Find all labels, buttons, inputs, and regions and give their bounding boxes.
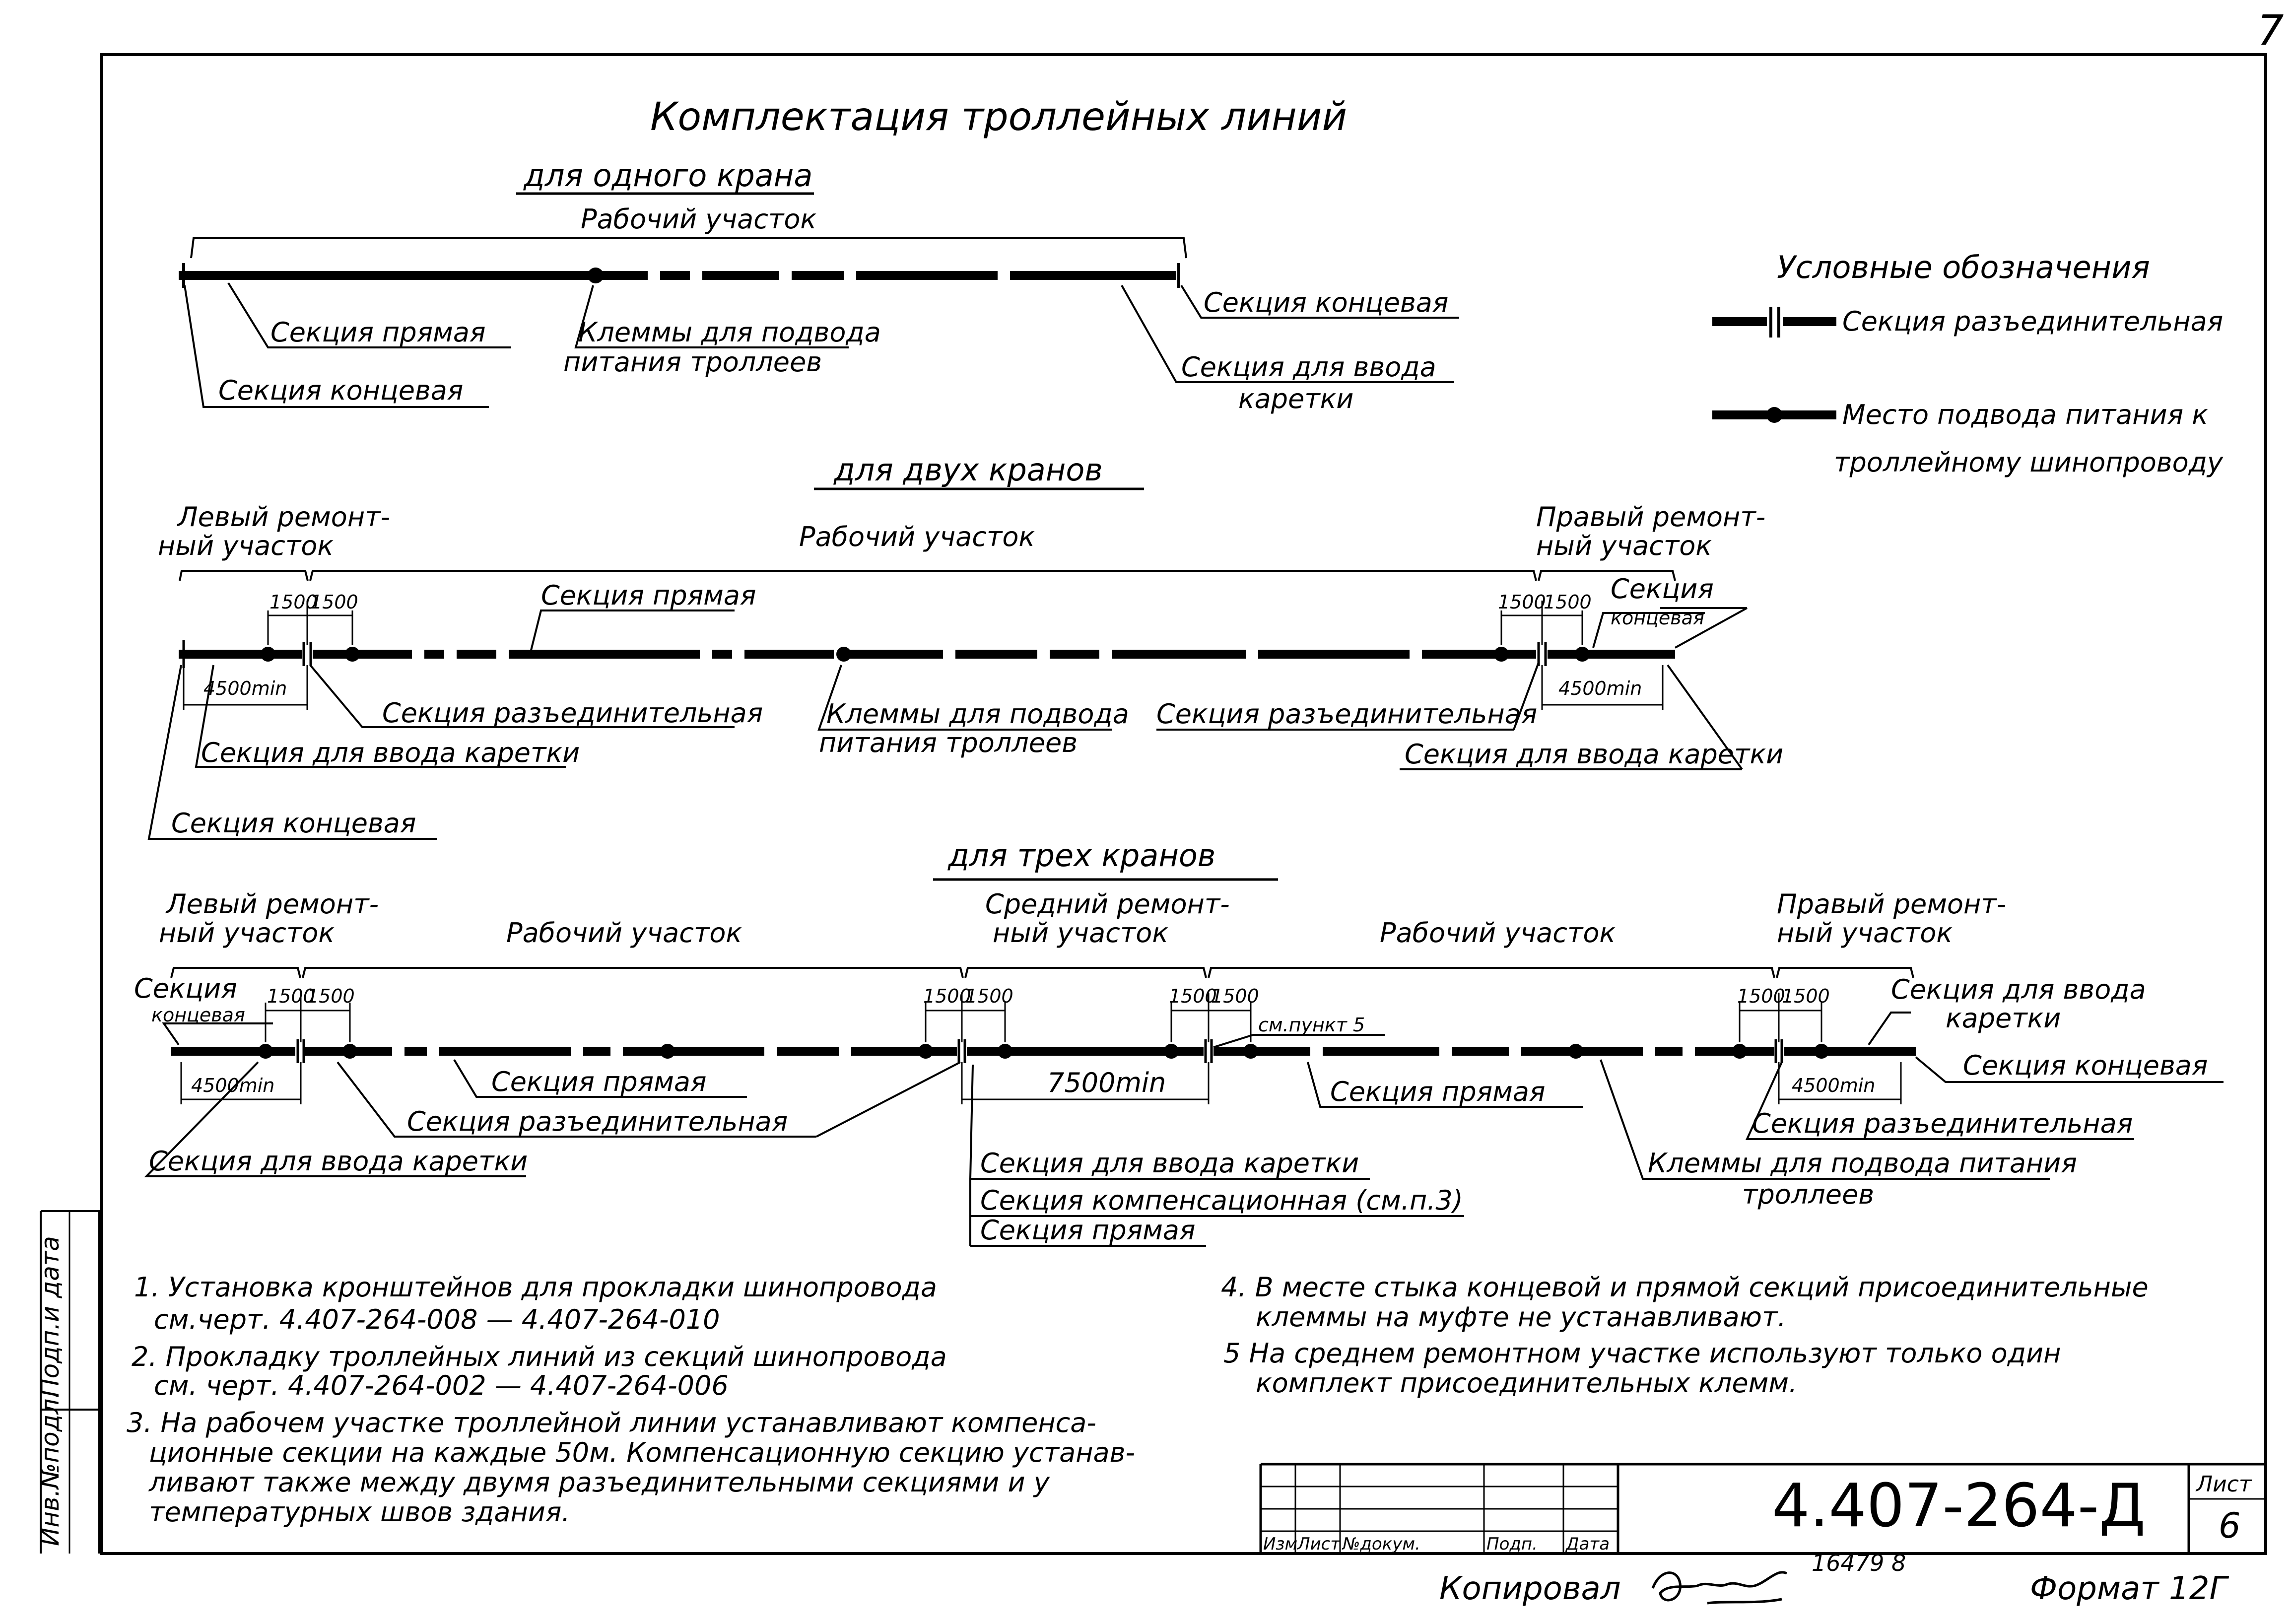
section2-carriage-left: Секция для ввода каретки [201, 737, 580, 768]
section2-right-repair-1: Правый ремонт- [1536, 501, 1766, 533]
note-3-line-1: 3. На рабочем участке троллейной линии устанавливают компенса- [127, 1407, 1096, 1438]
section3-dim-1500-f: 1500 [1211, 985, 1259, 1007]
section1-heading: для одного крана [524, 157, 813, 194]
note-4-line-2: клеммы на муфте не устанавливают. [1256, 1301, 1786, 1333]
section1-clamps-2: питания троллеев [563, 346, 822, 378]
section3-dim-min-right: 4500min [1792, 1075, 1876, 1096]
section2-right-repair-2: ный участок [1536, 530, 1712, 561]
section3-work-zone-left: Рабочий участок [506, 917, 742, 948]
section2-end-right-1: Секция [1611, 573, 1714, 605]
section3-dim-1500-a: 1500 [267, 985, 315, 1007]
section3-left-repair-1: Левый ремонт- [166, 888, 379, 920]
section3-dim-1500-b: 1500 [307, 985, 355, 1007]
section2-end-right-2: концевая [1611, 607, 1704, 629]
section2-carriage-right: Секция для ввода каретки [1405, 739, 1784, 770]
section3-dim-1500-c: 1500 [923, 985, 971, 1007]
section3-dim-middle: 7500min [1047, 1067, 1166, 1098]
section3-right-repair-1: Правый ремонт- [1777, 888, 2007, 920]
section2-dim-1500-a: 1500 [270, 591, 318, 613]
section1-work-bracket [191, 238, 1186, 258]
section2-disconnect-right: Секция разъединительная [1156, 698, 1538, 730]
disconnect-section-symbol [1712, 307, 1836, 338]
section3-end-right: Секция концевая [1963, 1050, 2208, 1081]
legend-feed-label-line2: троллейному шинопроводу [1834, 447, 2223, 478]
section2-straight: Секция прямая [541, 580, 756, 611]
section3-straight-mid2: Секция прямая [980, 1215, 1196, 1246]
section2-clamps-2: питания троллеев [819, 727, 1078, 758]
section3-clamps-2: троллеев [1742, 1179, 1875, 1210]
section2-heading: для двух кранов [834, 452, 1103, 488]
copier-signature [1653, 1572, 1787, 1603]
section2-work-zone: Рабочий участок [799, 521, 1035, 552]
note-3-line-4: температурных швов здания. [149, 1496, 570, 1528]
section3-clamps-1: Клеммы для подвода питания [1648, 1148, 2077, 1179]
section2-left-repair-1: Левый ремонт- [178, 501, 391, 533]
section3-disconnect-right: Секция разъединительная [1752, 1108, 2133, 1139]
section3-dim-min-left: 4500min [191, 1075, 275, 1096]
note-3-line-2: ционные секции на каждые 50м. Компенсационную секцию устанав- [149, 1437, 1135, 1468]
section1-straight: Секция прямая [270, 317, 486, 348]
section3-straight-left: Секция прямая [491, 1066, 707, 1097]
section3-carriage-right-1: Секция для ввода [1891, 974, 2146, 1005]
section1-work-zone: Рабочий участок [581, 203, 817, 235]
section3-carriage-mid: Секция для ввода каретки [980, 1148, 1359, 1179]
section3-brackets [171, 968, 1913, 978]
tb-header-signature: Подп. [1486, 1534, 1538, 1554]
section3-middle-repair-2: ный участок [993, 917, 1168, 948]
section1-feed-point [588, 268, 604, 283]
section3-carriage-left: Секция для ввода каретки [149, 1146, 528, 1177]
tb-sheet-label: Лист [2196, 1472, 2252, 1497]
section3-dim-1500-h: 1500 [1782, 985, 1830, 1007]
section2-dim-1500-c: 1500 [1498, 591, 1546, 613]
note-5-line-1: 5 На среднем ремонтном участке используют только один [1223, 1338, 2061, 1369]
section1-carriage-1: Секция для ввода [1181, 351, 1436, 383]
section-one-crane [179, 157, 1459, 414]
section3-right-repair-2: ный участок [1777, 917, 1953, 948]
legend [1712, 249, 2224, 478]
section2-dim-min-left: 4500min [203, 677, 287, 699]
note-4-line-1: 4. В месте стыка концевой и прямой секций присоединительные [1221, 1272, 2149, 1303]
power-feed-point-symbol [1712, 407, 1836, 423]
page-number: 7 [2257, 6, 2284, 55]
section3-carriage-right-2: каретки [1946, 1003, 2061, 1034]
page-title: Комплектация троллейных линий [650, 95, 1348, 139]
section3-left-repair-2: ный участок [159, 917, 335, 948]
side-stamp [36, 1236, 65, 1546]
legend-feed-label-line1: Место подвода питания к [1842, 399, 2208, 430]
footer-format: Формат 12Г [2030, 1570, 2227, 1607]
section3-end-left-2: концевая [151, 1004, 245, 1026]
section3-end-left-1: Секция [134, 973, 237, 1004]
note-2-line-2: см. черт. 4.407-264-002 — 4.407-264-006 [154, 1370, 729, 1401]
section1-end-left: Секция концевая [218, 375, 464, 406]
note-5-line-2: комплект присоединительных клемм. [1256, 1367, 1798, 1399]
tb-header-sheet: Лист [1297, 1534, 1341, 1554]
legend-heading: Условные обозначения [1777, 249, 2150, 285]
section-two-cranes [149, 452, 1783, 839]
footer-copied: Копировал [1439, 1570, 1621, 1607]
note-1-line-2: см.черт. 4.407-264-008 — 4.407-264-010 [154, 1304, 720, 1335]
footer [1439, 1550, 2229, 1607]
tb-header-doc-no: №докум. [1343, 1534, 1420, 1554]
section2-dim-1500-d: 1500 [1544, 591, 1592, 613]
section1-end-right: Секция концевая [1204, 287, 1449, 318]
section1-carriage-2: каретки [1238, 383, 1354, 414]
section2-left-repair-2: ный участок [158, 530, 334, 561]
tb-sheet-value: 6 [2219, 1505, 2241, 1546]
tb-header-change: Изм [1263, 1534, 1298, 1554]
note-1-line-1: 1. Установка кронштейнов для прокладки шинопровода [134, 1272, 937, 1303]
section3-dim-1500-g: 1500 [1737, 985, 1785, 1007]
section2-clamps-1: Клеммы для подвода [826, 698, 1129, 730]
tb-header-date: Дата [1566, 1534, 1610, 1554]
section3-straight-mid: Секция прямая [1330, 1076, 1546, 1107]
section3-dim-1500-d: 1500 [965, 985, 1013, 1007]
stamp-inventory-number: Инв.№подл. [36, 1390, 65, 1546]
legend-disconnect-label: Секция разъединительная [1842, 306, 2224, 337]
section2-end-left: Секция концевая [171, 808, 416, 839]
title-block [1261, 1464, 2266, 1554]
section3-see-note: см.пункт 5 [1258, 1014, 1365, 1036]
section2-dim-1500-b: 1500 [310, 591, 358, 613]
section2-dim-min-right: 4500min [1558, 677, 1642, 699]
footer-order-number: 16479 8 [1812, 1550, 1906, 1576]
section3-compensation-mid: Секция компенсационная (см.п.3) [980, 1185, 1463, 1216]
section-three-cranes [134, 837, 2224, 1246]
section2-disconnect-left: Секция разъединительная [382, 697, 763, 729]
section3-dim-1500-e: 1500 [1169, 985, 1217, 1007]
section3-middle-repair-1: Средний ремонт- [985, 888, 1230, 920]
section1-clamps-1: Клеммы для подвода [578, 317, 881, 348]
stamp-sign-date: Подп.и дата [36, 1236, 65, 1397]
section3-heading: для трех кранов [948, 837, 1216, 874]
note-3-line-3: ливают также между двумя разъединительными секциями и у [149, 1467, 1050, 1498]
section3-work-zone-right: Рабочий участок [1380, 917, 1616, 948]
note-2-line-1: 2. Прокладку троллейных линий из секций шинопровода [132, 1341, 947, 1372]
section3-disconnect-left: Секция разъединительная [407, 1106, 788, 1137]
document-code: 4.407-264-Д [1772, 1472, 2146, 1541]
section2-brackets [180, 571, 1675, 581]
